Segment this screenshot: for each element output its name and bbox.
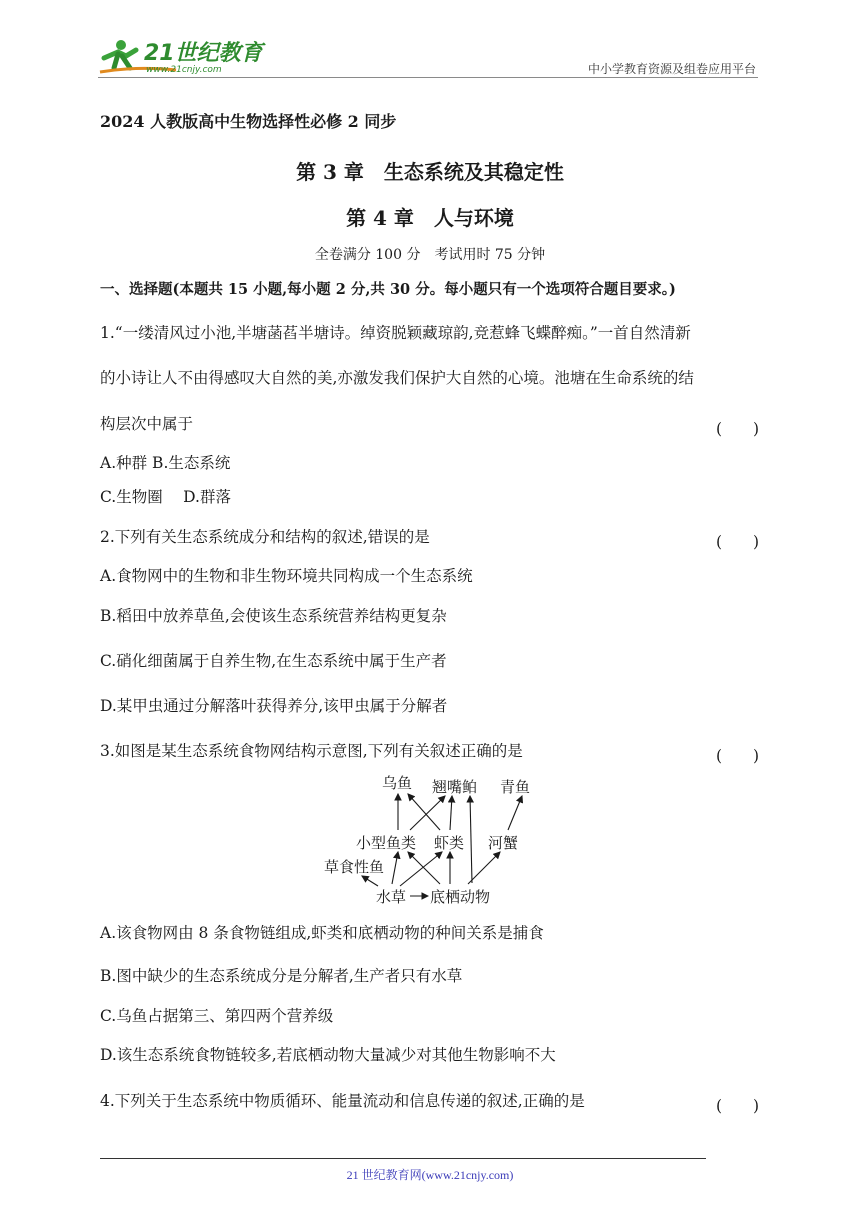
node-shrimp: 虾类 (434, 834, 465, 852)
arrow-shrimp-to-wuyu (408, 794, 440, 830)
node-wuyu: 乌鱼 (382, 774, 413, 792)
q1-line-2: 的小诗让人不由得感叹大自然的美,亦激发我们保护大自然的心境。池塘在生命系统的结 (100, 369, 694, 387)
arrow-waterweed-to-herbivore (362, 876, 378, 886)
exam-info: 全卷满分 100 分 考试用时 75 分钟 (314, 247, 546, 263)
node-small-fish: 小型鱼类 (356, 834, 417, 852)
node-crab: 河蟹 (488, 834, 519, 852)
arrow-crab-to-qingyu (508, 796, 522, 830)
chapter-4-title: 第 4 章 人与环境 (346, 206, 514, 230)
food-web-diagram (300, 768, 560, 918)
arrow-shrimp-to-qiaozuibo (450, 796, 452, 830)
section-heading-text: 一、选择题(本题共 15 小题,每小题 2 分,共 30 分。每小题只有一个选项符合题目要求。) (100, 281, 676, 298)
site-logo (96, 36, 266, 76)
platform-name: 中小学教育资源及组卷应用平台 (587, 62, 756, 76)
q2-option-b: B.稻田中放养草鱼,会使该生态系统营养结构更复杂 (100, 607, 447, 625)
q4-stem: 4.下列关于生态系统中物质循环、能量流动和信息传递的叙述,正确的是 (100, 1092, 585, 1110)
arrow-benthic-to-crab (468, 852, 500, 884)
node-waterweed: 水草 (376, 888, 407, 906)
q1-options-ab: A.种群 B.生态系统 (100, 454, 231, 472)
q3-option-b: B.图中缺少的生态系统成分是分解者,生产者只有水草 (100, 967, 463, 985)
runner-logo-icon (96, 36, 266, 76)
node-qingyu: 青鱼 (500, 778, 531, 796)
q3-option-c: C.乌鱼占据第三、第四两个营养级 (100, 1007, 334, 1025)
q2-stem: 2.下列有关生态系统成分和结构的叙述,错误的是 (100, 528, 430, 546)
node-qiaozuibo: 翘嘴鲌 (432, 778, 478, 796)
node-benthic-animals: 底栖动物 (430, 888, 491, 906)
q4-answer-paren: ( ) (716, 1097, 760, 1115)
q3-option-d: D.该生态系统食物链较多,若底栖动物大量减少对其他生物影响不大 (100, 1046, 556, 1064)
arrow-smallfish-to-qiaozuibo (410, 796, 445, 830)
q2-option-a: A.食物网中的生物和非生物环境共同构成一个生态系统 (100, 567, 473, 585)
header-divider (98, 77, 758, 78)
section-heading (100, 283, 676, 298)
arrow-benthic-to-qiaozuibo (470, 796, 472, 883)
arrow-waterweed-to-smallfish (392, 852, 398, 884)
logo-text: 21世纪教育 (144, 41, 263, 66)
q2-option-c: C.硝化细菌属于自养生物,在生态系统中属于生产者 (100, 652, 447, 670)
q1-line-1: 1.“一缕清风过小池,半塘菡萏半塘诗。绰资脱颖藏琼韵,竞惹蜂飞蝶醉痴。”一首自然清新 (100, 324, 691, 342)
series-title: 2024 人教版高中生物选择性必修 2 同步 (100, 112, 397, 131)
q1-options-cd: C.生物圈 D.群落 (100, 488, 231, 506)
q2-option-d: D.某甲虫通过分解落叶获得养分,该甲虫属于分解者 (100, 697, 448, 715)
node-herbivorous-fish: 草食性鱼 (324, 858, 385, 876)
footer-link[interactable]: 21 世纪教育网(www.21cnjy.com) (346, 1168, 514, 1182)
q1-line-3: 构层次中属于 (100, 415, 194, 433)
q3-option-a: A.该食物网由 8 条食物链组成,虾类和底栖动物的种间关系是捕食 (100, 924, 544, 942)
q1-answer-paren: ( ) (716, 420, 760, 438)
q2-answer-paren: ( ) (716, 533, 760, 551)
chapter-3-title: 第 3 章 生态系统及其稳定性 (296, 160, 564, 184)
q3-stem: 3.如图是某生态系统食物网结构示意图,下列有关叙述正确的是 (100, 742, 523, 760)
q3-answer-paren: ( ) (716, 747, 760, 765)
arrow-waterweed-to-shrimp (400, 852, 442, 886)
footer-divider (100, 1158, 706, 1159)
logo-url: www.21cnjy.com (146, 65, 222, 75)
